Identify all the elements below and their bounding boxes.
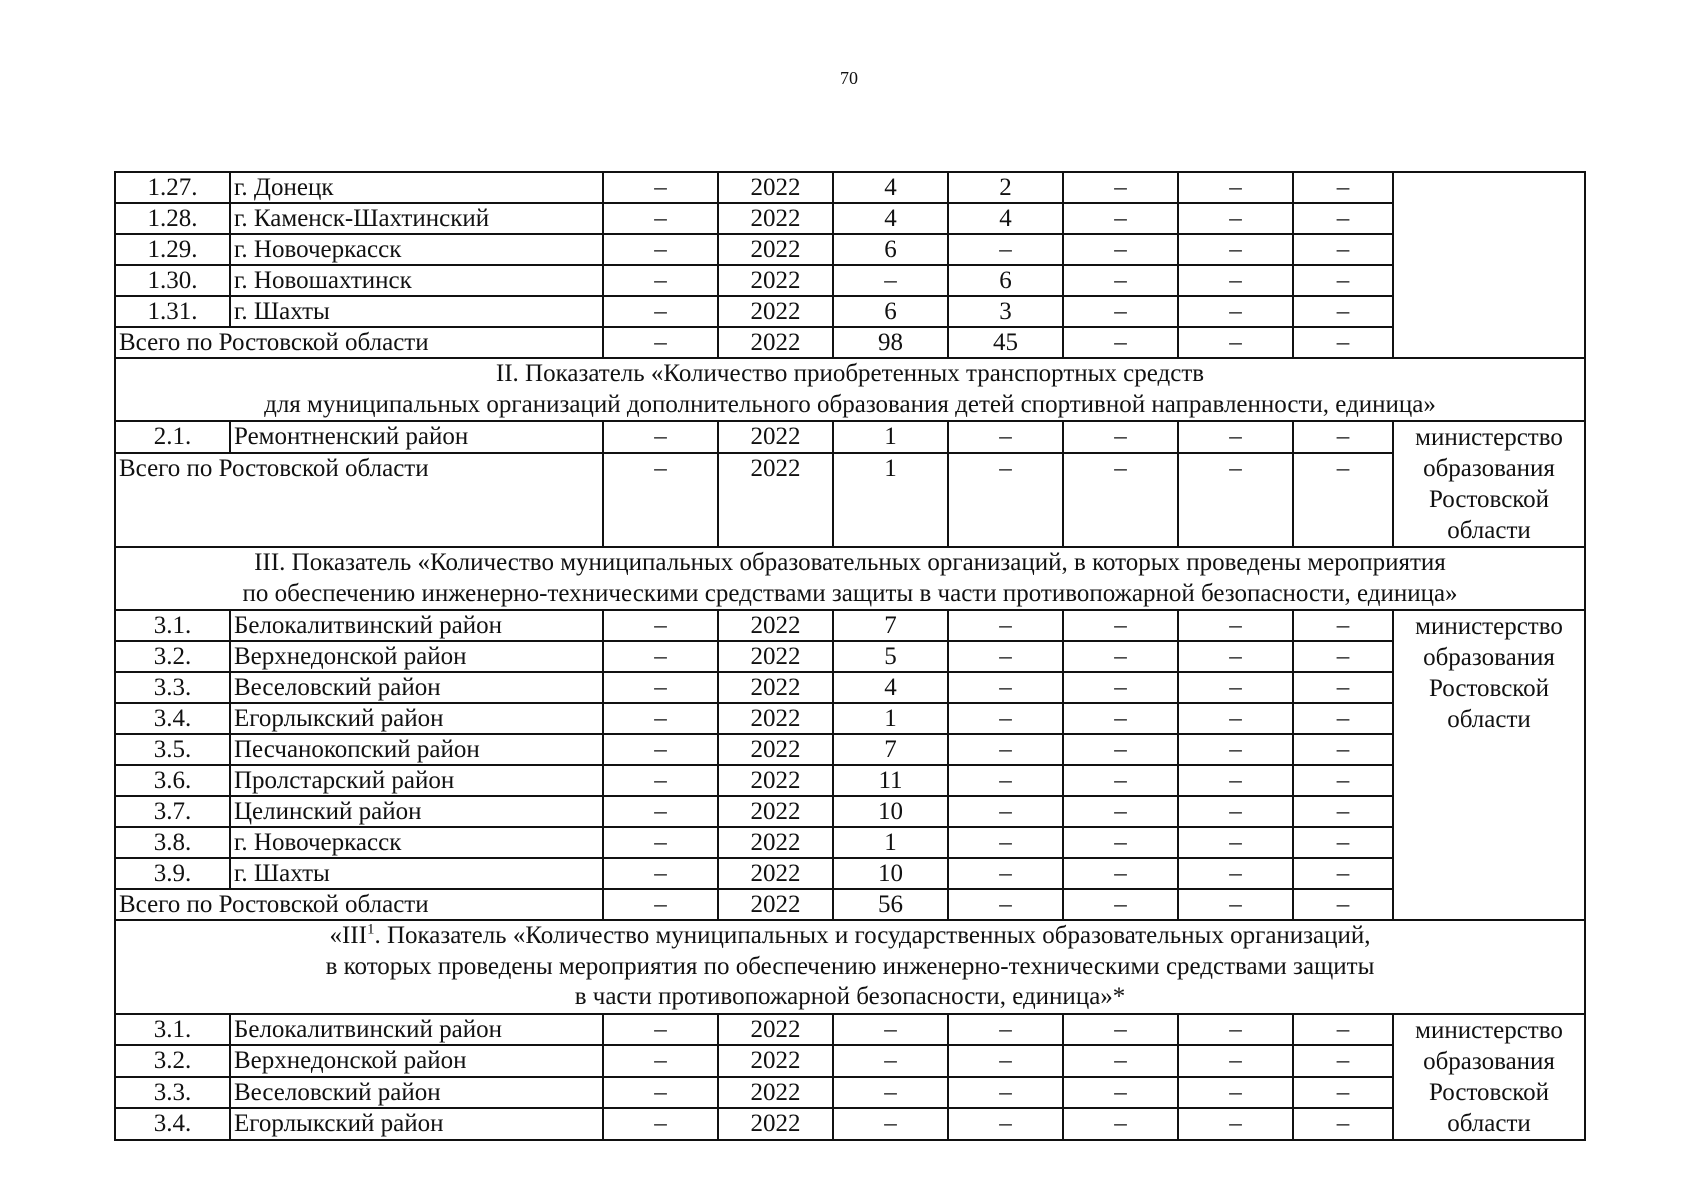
table-row: 3.4. Егорлыкский район – 2022 – – – – – [115,1108,1585,1140]
table-row: 3.6. Пролстарский район – 2022 11 – – – – [115,765,1585,796]
section-title: II. Показатель «Количество приобретенных транспортных средств для муниципальных организаций дополнительного образования детей спортивной направленности, единица» [115,358,1585,421]
table-row: 1.29. г. Новочеркасск – 2022 6 – – – – [115,234,1585,265]
responsible-cell: министерство образования Ростовской области [1393,1014,1585,1140]
total-row: Всего по Ростовской области – 2022 98 45 – – – [115,327,1585,358]
table-row: 3.5. Песчанокопский район – 2022 7 – – – – [115,734,1585,765]
section-header-row [115,920,1585,1014]
section-header-row [115,547,1585,610]
total-row: Всего по Ростовской области – 2022 1 – – – – [115,453,1585,547]
table-row: 3.2. Верхнедонской район – 2022 – – – – – [115,1045,1585,1077]
section-title: «III$^1$. Показатель «Количество муниципальных и государственных образовательных организаций, в которых проведены мероприятия по обеспечению инженерно-техническими средствами защиты в части противопожарной безопасности, единица»* [115,920,1585,1014]
table-row: 3.4. Егорлыкский район – 2022 1 – – – – [115,703,1585,734]
table-row: 1.27. г. Донецк – 2022 4 2 – – – [115,172,1585,203]
table-row: 3.7. Целинский район – 2022 10 – – – – [115,796,1585,827]
responsible-cell: министерство образования Ростовской области [1393,610,1585,920]
table-row: 3.8. г. Новочеркасск – 2022 1 – – – – [115,827,1585,858]
indicator-table [114,171,1586,1141]
table-row: 1.28. г. Каменск-Шахтинский – 2022 4 4 – – – [115,203,1585,234]
table-row: 1.30. г. Новошахтинск – 2022 – 6 – – – [115,265,1585,296]
table-row: 3.9. г. Шахты – 2022 10 – – – – [115,858,1585,889]
section-title: III. Показатель «Количество муниципальных образовательных организаций, в которых проведены мероприятия по обеспечению инженерно-техническими средствами защиты в части противопожарной безопасности, единица» [115,547,1585,610]
table-row: 3.1. Белокалитвинский район – 2022 – – – – – министерство образования Ростовской области [115,1014,1585,1046]
table-row: 2.1. Ремонтненский район – 2022 1 – – – – министерство образования Ростовской области [115,421,1585,453]
table-row: 1.31. г. Шахты – 2022 6 3 – – – [115,296,1585,327]
page-number: 70 [840,68,858,88]
responsible-cell [1393,172,1585,358]
table-row: 3.3. Веселовский район – 2022 4 – – – – [115,672,1585,703]
section-header-row [115,358,1585,421]
table-row: 3.2. Верхнедонской район – 2022 5 – – – – [115,641,1585,672]
table-row: 3.1. Белокалитвинский район – 2022 7 – – – – министерство образования Ростовской области [115,610,1585,641]
responsible-cell: министерство образования Ростовской области [1393,421,1585,547]
total-row: Всего по Ростовской области – 2022 56 – – – – [115,889,1585,920]
table-row: 3.3. Веселовский район – 2022 – – – – – [115,1077,1585,1109]
